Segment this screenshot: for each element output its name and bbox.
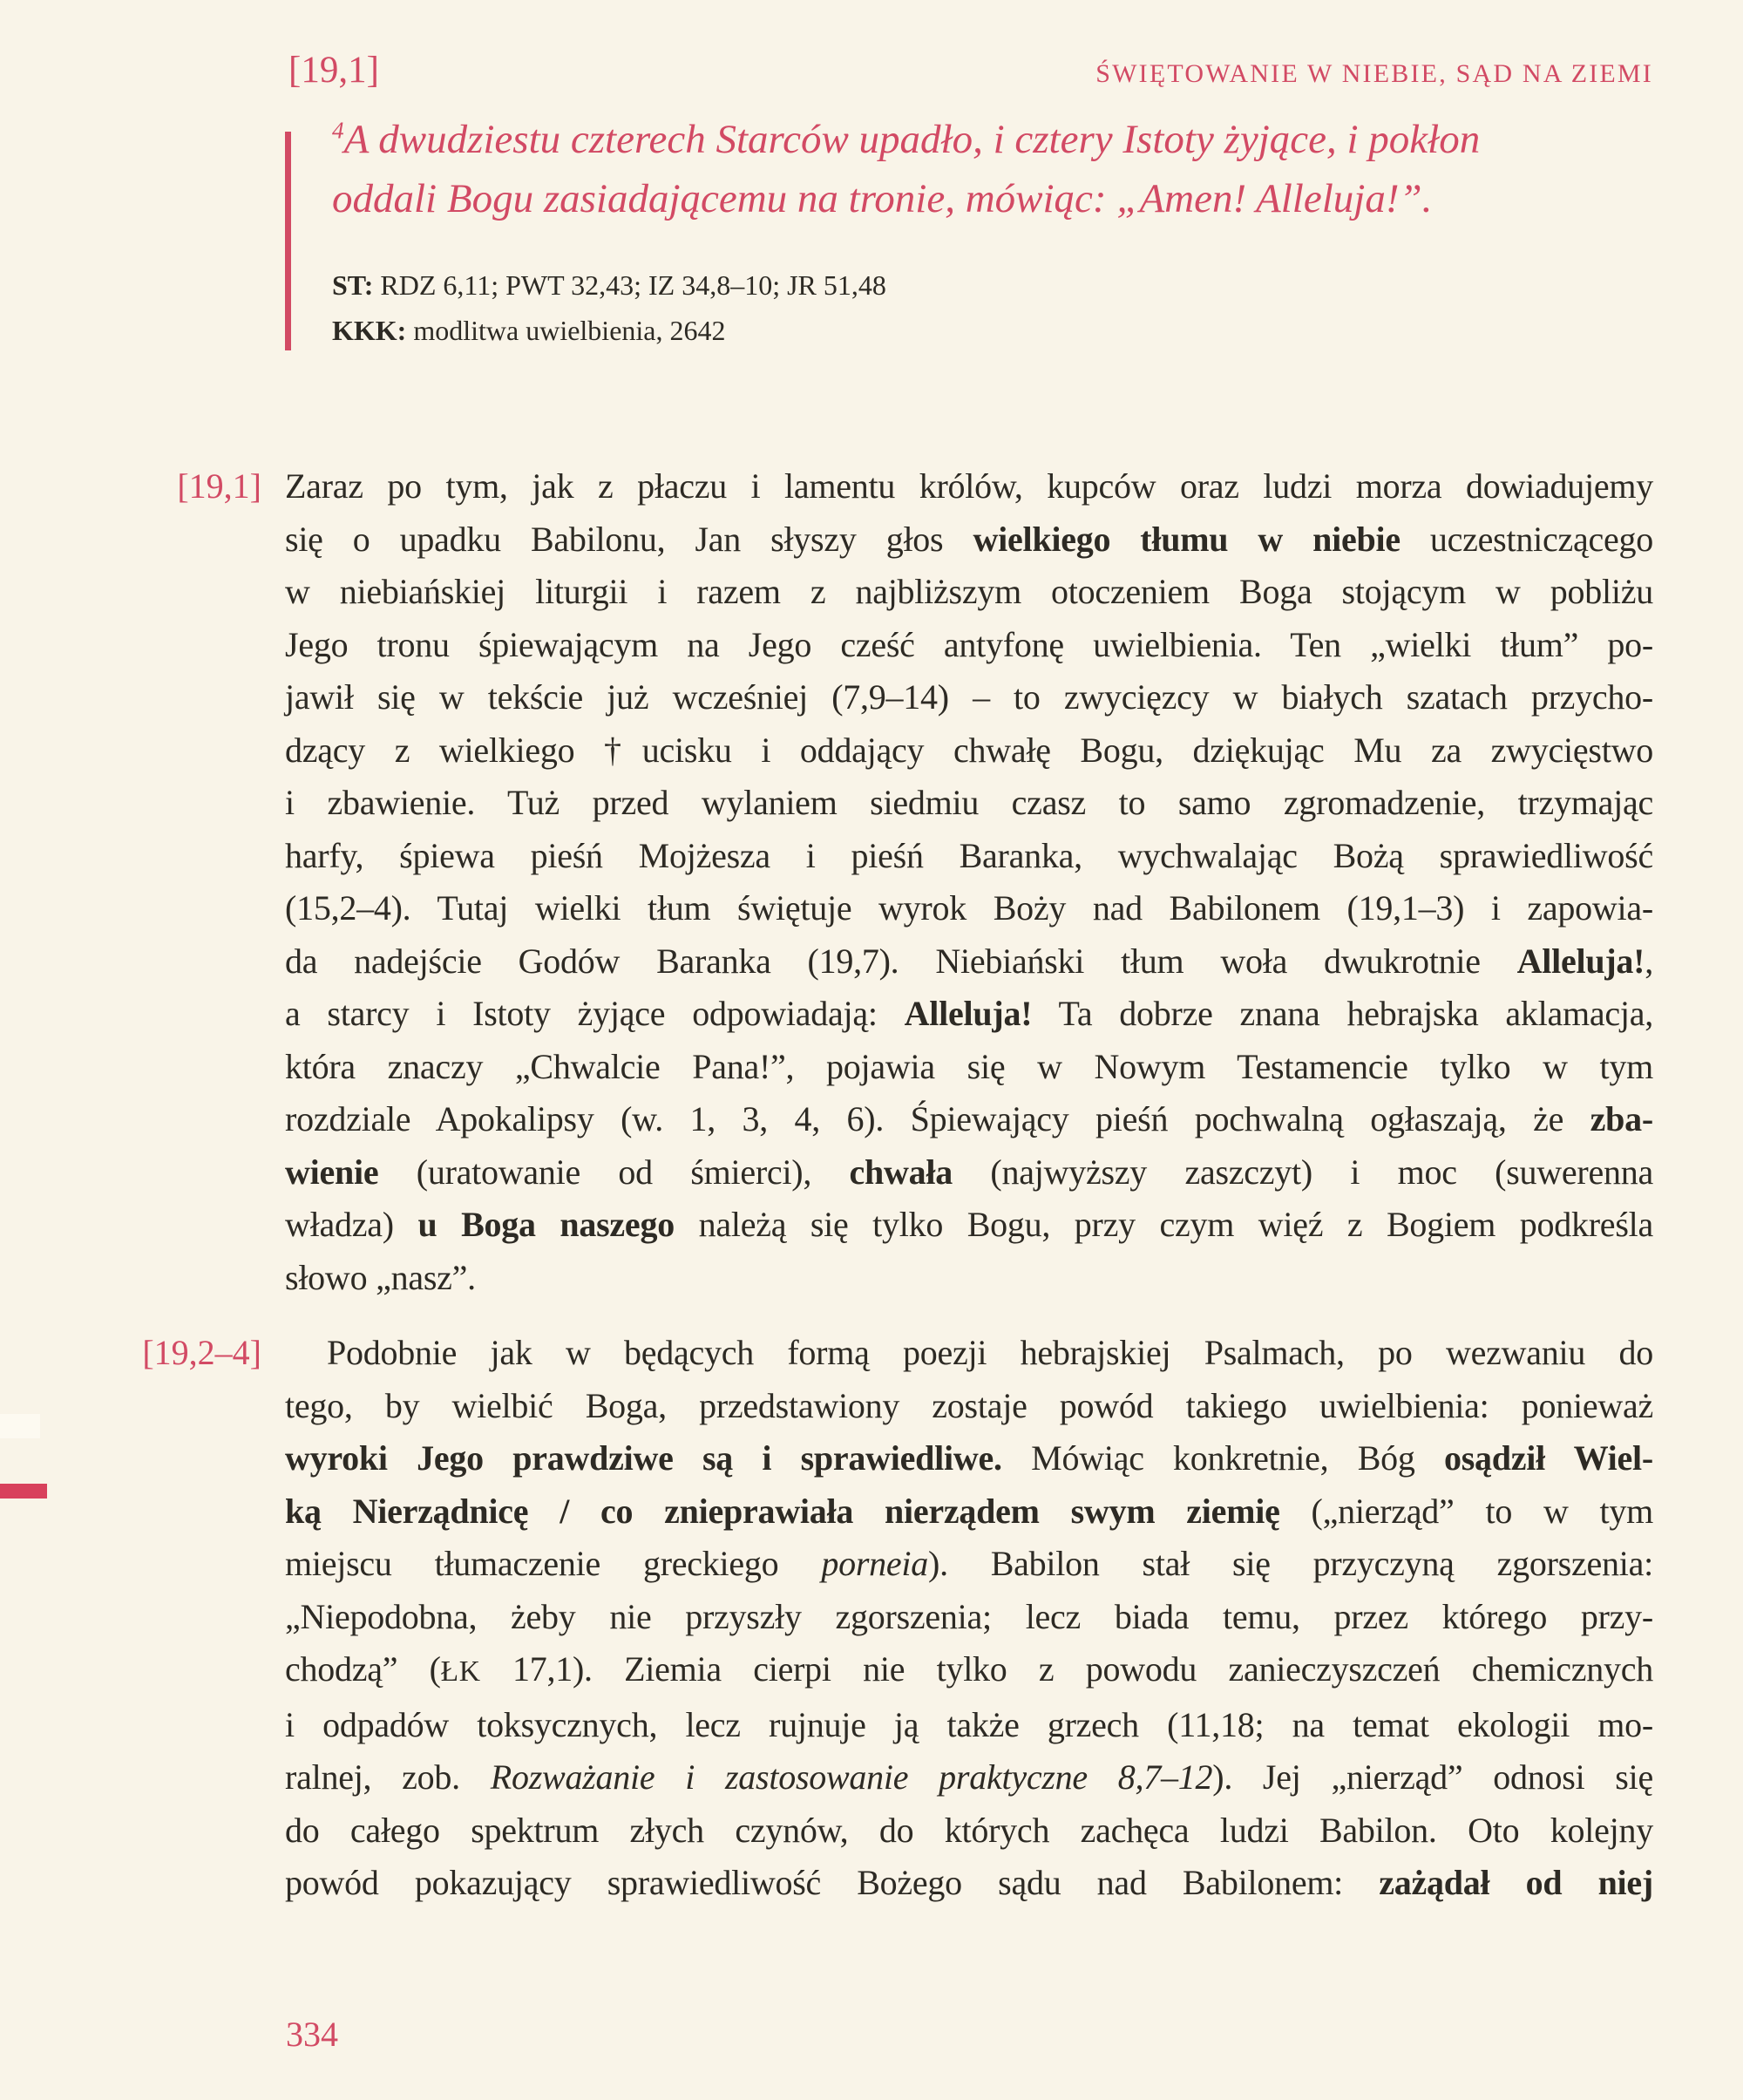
- text-line: Jego tronu śpiewającym na Jego cześć antyfonę uwielbienia. Ten „wielki tłum” po-: [285, 624, 1653, 664]
- commentary-paragraph: [285, 460, 1653, 1304]
- text-line: do całego spektrum złych czynów, do których zachęca ludzi Babilon. Oto kolejny: [285, 1810, 1653, 1850]
- text-line: harfy, śpiewa pieśń Mojżesza i pieśń Baranka, wychwalając Bożą sprawiedliwość: [285, 835, 1653, 875]
- text-line: Podobnie jak w będących formą poezji hebrajskiej Psalmach, po wezwaniu do: [327, 1333, 1653, 1372]
- scripture-quote: [332, 110, 1596, 228]
- page-edge-faint-mark: [0, 1414, 40, 1438]
- text-line: Zaraz po tym, jak z płaczu i lamentu królów, kupców oraz ludzi morza dowiadujemy: [285, 466, 1653, 506]
- text-line: i odpadów toksycznych, lecz rujnuje ją także grzech (11,18; na temat ekologii mo-: [285, 1704, 1653, 1744]
- text-line: tego, by wielbić Boga, przedstawiony zostaje powód takiego uwielbienia: ponieważ: [285, 1385, 1653, 1425]
- text-line: w niebiańskiej liturgii i razem z najbliższym otoczeniem Boga stojącym w pobliżu: [285, 572, 1653, 611]
- text-line: ralnej, zob. Rozważanie i zastosowanie praktyczne 8,7–12). Jej „nierząd” odnosi się: [285, 1757, 1653, 1797]
- cross-references: [332, 262, 886, 353]
- page-edge-red-mark: [0, 1484, 47, 1499]
- quote-left-rule: [285, 132, 291, 350]
- text-line: słowo „nasz”.: [285, 1257, 476, 1297]
- text-line: ST: RDZ 6,11; PWT 32,43; IZ 34,8–10; JR 51,48: [332, 269, 886, 301]
- chapter-verse-label: [19,1]: [288, 50, 379, 91]
- margin-label-19-2-4: [19,2–4]: [142, 1333, 261, 1372]
- text-line: „Niepodobna, żeby nie przyszły zgorszenia; lecz biada temu, przez którego przy-: [285, 1596, 1653, 1636]
- text-line: i zbawienie. Tuż przed wylaniem siedmiu czasz to samo zgromadzenie, trzymając: [285, 783, 1653, 822]
- text-line: ką Nierządnicę / co znieprawiała nierządem swym ziemię („nierząd” to w tym: [285, 1491, 1653, 1531]
- text-line: władza) u Boga naszego należą się tylko Bogu, przy czym więź z Bogiem podkreśla: [285, 1205, 1653, 1244]
- text-line: KKK: modlitwa uwielbienia, 2642: [332, 315, 726, 346]
- text-line: powód pokazujący sprawiedliwość Bożego sądu nad Babilonem: zażądał od niej: [285, 1863, 1653, 1902]
- text-line: która znaczy „Chwalcie Pana!”, pojawia się w Nowym Testamencie tylko w tym: [285, 1046, 1653, 1086]
- text-line: chodzą” (ŁK 17,1). Ziemia cierpi nie tylko z powodu zanieczyszczeń chemicznych: [285, 1649, 1653, 1689]
- text-line: rozdziale Apokalipsy (w. 1, 3, 4, 6). Śpiewający pieśń pochwalną ogłaszają, że zba-: [285, 1099, 1653, 1138]
- text-line: dzący z wielkiego †ucisku i oddający chwałę Bogu, dziękując Mu za zwycięstwo: [285, 730, 1653, 770]
- text-line: a starcy i Istoty żyjące odpowiadają: Alleluja! Ta dobrze znana hebrajska aklamacja,: [285, 994, 1654, 1033]
- text-line: jawił się w tekście już wcześniej (7,9–14) – to zwycięzcy w białych szatach przycho-: [285, 677, 1653, 717]
- margin-label-19-1: [19,1]: [177, 466, 261, 506]
- text-line: miejscu tłumaczenie greckiego porneia). Babilon stał się przyczyną zgorszenia:: [285, 1544, 1653, 1583]
- text-line: (15,2–4). Tutaj wielki tłum świętuje wyrok Boży nad Babilonem (19,1–3) i zapowia-: [285, 888, 1653, 928]
- text-line: się o upadku Babilonu, Jan słyszy głos wielkiego tłumu w niebie uczestniczącego: [285, 519, 1653, 559]
- text-line: oddali Bogu zasiadającemu na tronie, mówiąc: „Amen! Alleluja!”.: [332, 176, 1433, 221]
- page-number: 334: [286, 2015, 338, 2054]
- text-line: da nadejście Godów Baranka (19,7). Niebiański tłum woła dwukrotnie Alleluja!,: [285, 941, 1653, 981]
- text-line: $^4$A dwudziestu czterech Starców upadło, i cztery Istoty żyjące, i pokłon: [332, 117, 1481, 162]
- text-line: wienie (uratowanie od śmierci), chwała (najwyższy zaszczyt) i moc (suwerenna: [285, 1152, 1653, 1192]
- commentary-paragraph: [285, 1327, 1653, 1910]
- text-line: wyroki Jego prawdziwe są i sprawiedliwe. Mówiąc konkretnie, Bóg osądził Wiel-: [285, 1438, 1653, 1478]
- running-header: ŚWIĘTOWANIE W NIEBIE, SĄD NA ZIEMI: [1095, 59, 1653, 88]
